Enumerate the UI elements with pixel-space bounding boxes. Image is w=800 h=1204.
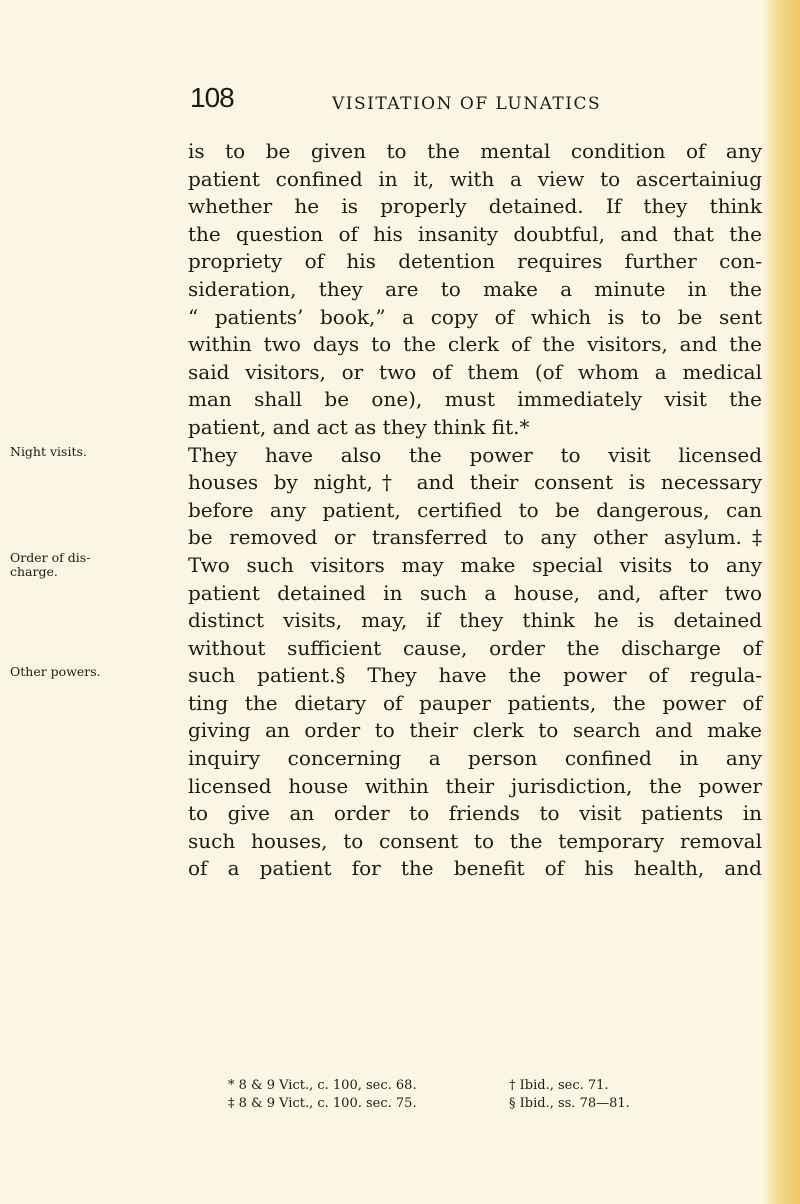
body-line: sideration, they are to make a minute in the xyxy=(188,276,762,301)
body-line: to give an order to friends to visit patients in xyxy=(188,801,762,826)
footnote: ‡ 8 & 9 Vict., c. 100. sec. 75. xyxy=(228,1096,417,1111)
running-head: VISITATION OF LUNATICS xyxy=(332,94,602,114)
body-line: such patient.§ They have the power of regula- xyxy=(188,663,762,688)
body-line: the question of his insanity doubtful, and that the xyxy=(188,221,762,246)
body-line: Two such visitors may make special visits to any xyxy=(188,552,762,577)
body-line: of a patient for the benefit of his health, and xyxy=(188,856,762,881)
body-line: without sufficient cause, order the discharge of xyxy=(188,635,762,660)
footnote-row xyxy=(228,1077,748,1095)
body-line: giving an order to their clerk to search and make xyxy=(188,718,762,743)
body-line: patient, and act as they think fit.* xyxy=(188,414,530,439)
body-line: propriety of his detention requires further con- xyxy=(188,249,762,274)
footnote: * 8 & 9 Vict., c. 100, sec. 68. xyxy=(228,1078,417,1093)
margin-note-other-powers: Other powers. xyxy=(10,664,101,679)
body-line: houses by night,† and their consent is necessary xyxy=(188,470,762,495)
body-line: They have also the power to visit licensed xyxy=(188,442,762,467)
page-edge-shading xyxy=(762,0,800,1204)
body-line: licensed house within their jurisdiction, the power xyxy=(188,773,762,798)
body-text xyxy=(188,138,762,883)
margin-note-line: Order of dis- xyxy=(10,550,91,565)
footnotes xyxy=(228,1077,748,1113)
body-line: distinct visits, may, if they think he is detained xyxy=(188,608,762,633)
body-line: man shall be one), must immediately visit the xyxy=(188,387,762,412)
body-line: “ patients’ book,” a copy of which is to be sent xyxy=(188,304,762,329)
body-line: patient confined in it, with a view to ascertainiug xyxy=(188,166,762,191)
body-line: before any patient, certified to be dangerous, can xyxy=(188,497,762,522)
margin-note-order-of-discharge xyxy=(10,550,91,579)
body-line: inquiry concerning a person confined in any xyxy=(188,746,762,771)
margin-note-night-visits: Night visits. xyxy=(10,444,87,459)
body-line: such houses, to consent to the temporary removal xyxy=(188,828,762,853)
footnote-row xyxy=(228,1095,748,1113)
body-line: whether he is properly detained. If they think xyxy=(188,194,762,219)
footnote: † Ibid., sec. 71. xyxy=(509,1078,609,1093)
margin-note-line: charge. xyxy=(10,564,58,579)
body-line: within two days to the clerk of the visitors, and the xyxy=(188,332,762,357)
body-line: patient detained in such a house, and, after two xyxy=(188,580,762,605)
body-line: be removed or transferred to any other asylum.‡ xyxy=(188,525,762,550)
body-line: ting the dietary of pauper patients, the power of xyxy=(188,690,762,715)
body-line: said visitors, or two of them (of whom a medical xyxy=(188,359,762,384)
page-number: 108 xyxy=(190,82,234,113)
body-line: is to be given to the mental condition of any xyxy=(188,139,762,163)
footnote: § Ibid., ss. 78—81. xyxy=(509,1096,630,1111)
